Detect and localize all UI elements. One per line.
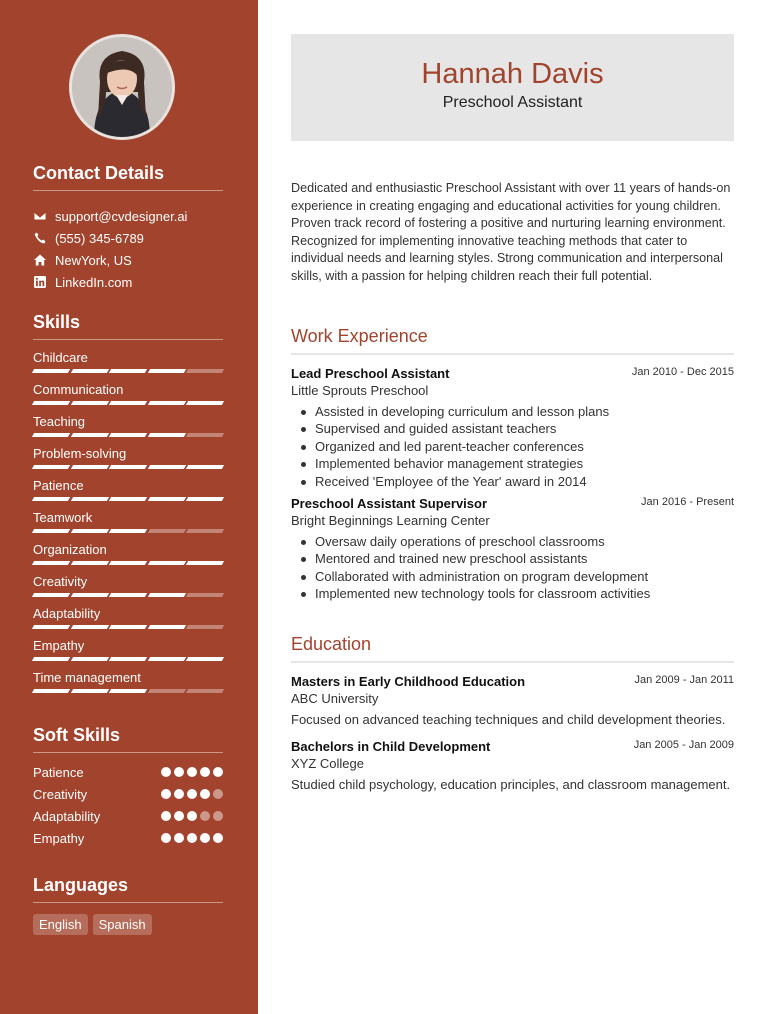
skill-level-segment bbox=[70, 593, 108, 597]
skill-level-bar bbox=[33, 465, 223, 469]
skill-level-segment bbox=[109, 625, 147, 629]
skill-row bbox=[33, 572, 223, 604]
rating-dot bbox=[187, 789, 197, 799]
contact-heading: Contact Details bbox=[33, 163, 223, 191]
education-entry bbox=[291, 674, 734, 729]
skill-level-segment bbox=[70, 465, 108, 469]
skill-row bbox=[33, 476, 223, 508]
main-content bbox=[258, 0, 768, 1014]
rating-dot bbox=[174, 811, 184, 821]
skill-level-segment bbox=[186, 497, 224, 501]
skill-level-segment bbox=[70, 497, 108, 501]
degree-title: Bachelors in Child Development bbox=[291, 738, 491, 754]
skill-level-bar bbox=[33, 433, 223, 437]
soft-skill-label: Patience bbox=[33, 764, 84, 780]
skill-level-segment bbox=[186, 657, 224, 661]
skill-level-bar bbox=[33, 401, 223, 405]
skill-level-segment bbox=[186, 465, 224, 469]
contact-linkedin-text: LinkedIn.com bbox=[55, 274, 133, 290]
soft-skill-row bbox=[33, 761, 223, 783]
skill-level-segment bbox=[32, 593, 70, 597]
skill-label: Creativity bbox=[33, 574, 88, 589]
skill-level-segment bbox=[32, 561, 70, 565]
skill-level-bar bbox=[33, 561, 223, 565]
languages-section bbox=[33, 875, 223, 935]
linkedin-icon bbox=[33, 275, 47, 289]
skill-level-segment bbox=[148, 625, 186, 629]
rating-dot bbox=[200, 789, 210, 799]
job-title: Lead Preschool Assistant bbox=[291, 366, 450, 381]
skills-heading: Skills bbox=[33, 312, 223, 340]
sidebar bbox=[0, 0, 258, 1014]
skill-label: Time management bbox=[33, 670, 141, 685]
soft-skill-row bbox=[33, 783, 223, 805]
degree-description: Studied child psychology, education principles, and classroom management. bbox=[291, 776, 731, 792]
skill-level-bar bbox=[33, 369, 223, 373]
skill-level-segment bbox=[109, 369, 147, 373]
skill-level-segment bbox=[148, 369, 186, 373]
rating-dot bbox=[174, 767, 184, 777]
skills-list bbox=[33, 348, 223, 700]
profile-summary: Dedicated and enthusiastic Preschool Assistant with over 11 years of hands-on experience in creating engaging and educational activities for young children. Proven track record of fostering a positive and nurturing learning environment. Recognized for implementing innovative teaching methods that cater to individual needs and learning styles. Strong communication and interpersonal skills, with a passion for helping children reach their full potential. bbox=[291, 181, 731, 283]
skill-level-bar bbox=[33, 657, 223, 661]
soft-skill-row bbox=[33, 805, 223, 827]
language-pill: Spanish bbox=[93, 914, 152, 935]
contact-phone-text: (555) 345-6789 bbox=[55, 230, 144, 246]
candidate-title: Preschool Assistant bbox=[442, 94, 583, 111]
job-title: Preschool Assistant Supervisor bbox=[291, 495, 488, 511]
skill-level-segment bbox=[148, 689, 186, 693]
rating-dot bbox=[187, 811, 197, 821]
skill-level-bar bbox=[33, 689, 223, 693]
skill-level-segment bbox=[186, 433, 224, 437]
skill-level-segment bbox=[32, 689, 70, 693]
skill-level-segment bbox=[109, 657, 147, 661]
soft-skill-rating bbox=[161, 767, 223, 777]
rating-dot bbox=[161, 811, 171, 821]
skill-level-segment bbox=[70, 657, 108, 661]
skill-level-segment bbox=[109, 401, 147, 405]
skill-level-segment bbox=[186, 625, 224, 629]
soft-skill-row bbox=[33, 827, 223, 849]
education-heading: Education bbox=[291, 634, 734, 663]
job-bullet: Implemented new technology tools for classroom activities bbox=[299, 585, 734, 602]
skill-level-segment bbox=[32, 625, 70, 629]
skill-label: Patience bbox=[33, 478, 84, 493]
job-bullet: Assisted in developing curriculum and lesson plans bbox=[299, 403, 734, 420]
home-icon bbox=[33, 253, 47, 267]
job-bullet: Oversaw daily operations of preschool classrooms bbox=[299, 533, 734, 550]
skill-level-segment bbox=[109, 529, 147, 533]
soft-skills-section bbox=[33, 725, 223, 849]
skill-level-segment bbox=[32, 657, 70, 661]
skill-row bbox=[33, 508, 223, 540]
language-pill: English bbox=[33, 914, 88, 935]
contact-location bbox=[33, 249, 223, 271]
rating-dot bbox=[174, 789, 184, 799]
rating-dot bbox=[161, 767, 171, 777]
rating-dot bbox=[200, 811, 210, 821]
rating-dot bbox=[174, 833, 184, 843]
skill-level-segment bbox=[148, 401, 186, 405]
skill-row bbox=[33, 444, 223, 476]
skill-label: Problem-solving bbox=[33, 446, 127, 461]
skill-level-segment bbox=[186, 561, 224, 565]
work-experience-section bbox=[291, 326, 734, 603]
skill-level-segment bbox=[32, 369, 70, 373]
profile-photo-icon bbox=[72, 37, 172, 137]
rating-dot bbox=[161, 789, 171, 799]
work-experience-heading: Work Experience bbox=[291, 326, 734, 355]
rating-dot bbox=[213, 833, 223, 843]
job-bullets bbox=[291, 533, 734, 603]
job-bullet: Supervised and guided assistant teachers bbox=[299, 420, 734, 437]
contact-section bbox=[33, 163, 223, 293]
soft-skill-rating bbox=[161, 833, 223, 843]
skill-row bbox=[33, 604, 223, 636]
skill-level-bar bbox=[33, 625, 223, 629]
job-company: Little Sprouts Preschool bbox=[291, 383, 429, 398]
skill-row bbox=[33, 348, 223, 380]
job-bullets bbox=[291, 403, 734, 490]
skill-row bbox=[33, 636, 223, 668]
avatar bbox=[69, 34, 175, 140]
skill-label: Adaptability bbox=[33, 606, 101, 621]
skill-level-segment bbox=[148, 433, 186, 437]
job-bullet: Implemented behavior management strategies bbox=[299, 455, 734, 472]
skill-level-segment bbox=[109, 433, 147, 437]
education-entry bbox=[291, 739, 734, 794]
skill-level-bar bbox=[33, 497, 223, 501]
job-bullet: Received 'Employee of the Year' award in 2014 bbox=[299, 473, 734, 490]
skill-level-segment bbox=[186, 593, 224, 597]
skill-level-bar bbox=[33, 593, 223, 597]
rating-dot bbox=[187, 833, 197, 843]
degree-description: Focused on advanced teaching techniques and child development theories. bbox=[291, 712, 726, 727]
contact-list bbox=[33, 205, 223, 293]
skill-level-segment bbox=[148, 657, 186, 661]
skill-level-segment bbox=[70, 625, 108, 629]
soft-skill-label: Creativity bbox=[33, 786, 88, 802]
soft-skill-label: Empathy bbox=[33, 830, 85, 846]
skill-label: Childcare bbox=[33, 350, 88, 365]
skill-level-segment bbox=[70, 689, 108, 693]
skill-label: Teamwork bbox=[33, 510, 93, 525]
job-company: Bright Beginnings Learning Center bbox=[291, 512, 490, 528]
skill-level-segment bbox=[70, 433, 108, 437]
skills-section bbox=[33, 312, 223, 700]
contact-phone[interactable] bbox=[33, 227, 223, 249]
rating-dot bbox=[213, 767, 223, 777]
skill-level-segment bbox=[32, 433, 70, 437]
skill-level-segment bbox=[186, 369, 224, 373]
skill-level-segment bbox=[70, 401, 108, 405]
skill-level-segment bbox=[70, 561, 108, 565]
skill-level-segment bbox=[148, 529, 186, 533]
candidate-name: Hannah Davis bbox=[421, 58, 604, 90]
job-date: Jan 2010 - Dec 2015 bbox=[631, 366, 734, 378]
skill-row bbox=[33, 668, 223, 700]
email-icon bbox=[33, 209, 47, 223]
skill-row bbox=[33, 380, 223, 412]
rating-dot bbox=[200, 833, 210, 843]
skill-label: Teaching bbox=[33, 414, 86, 429]
skill-row bbox=[33, 540, 223, 572]
education-section bbox=[291, 634, 734, 793]
rating-dot bbox=[187, 767, 197, 777]
contact-linkedin[interactable] bbox=[33, 271, 223, 293]
skill-level-segment bbox=[32, 529, 70, 533]
contact-email[interactable] bbox=[33, 205, 223, 227]
skill-level-segment bbox=[109, 561, 147, 565]
phone-icon bbox=[33, 231, 47, 245]
rating-dot bbox=[213, 789, 223, 799]
rating-dot bbox=[213, 811, 223, 821]
contact-email-text: support@cvdesigner.ai bbox=[55, 208, 188, 224]
skill-level-bar bbox=[33, 529, 223, 533]
soft-skill-rating bbox=[161, 789, 223, 799]
skill-level-segment bbox=[148, 593, 186, 597]
soft-skill-rating bbox=[161, 811, 223, 821]
job-bullet: Collaborated with administration on program development bbox=[299, 568, 734, 585]
skill-label: Empathy bbox=[33, 638, 85, 653]
degree-title: Masters in Early Childhood Education bbox=[291, 674, 526, 689]
rating-dot bbox=[200, 767, 210, 777]
degree-date: Jan 2005 - Jan 2009 bbox=[633, 738, 734, 751]
job-bullet: Organized and led parent-teacher conferences bbox=[299, 438, 734, 455]
skill-level-segment bbox=[109, 593, 147, 597]
skill-level-segment bbox=[32, 465, 70, 469]
school-name: XYZ College bbox=[291, 755, 364, 771]
skill-level-segment bbox=[186, 689, 224, 693]
degree-date: Jan 2009 - Jan 2011 bbox=[634, 674, 734, 686]
skill-level-segment bbox=[70, 529, 108, 533]
school-name: ABC University bbox=[291, 691, 379, 706]
work-entry bbox=[291, 496, 734, 603]
skill-level-segment bbox=[148, 465, 186, 469]
skill-level-segment bbox=[70, 369, 108, 373]
skill-label: Communication bbox=[33, 382, 124, 397]
skill-row bbox=[33, 412, 223, 444]
skill-level-segment bbox=[109, 689, 147, 693]
work-entry bbox=[291, 366, 734, 490]
job-date: Jan 2016 - Present bbox=[641, 495, 734, 508]
languages-list bbox=[33, 914, 223, 935]
skill-level-segment bbox=[148, 561, 186, 565]
header bbox=[291, 34, 734, 141]
skill-level-segment bbox=[32, 497, 70, 501]
skill-label: Organization bbox=[33, 542, 107, 557]
skill-level-segment bbox=[109, 497, 147, 501]
soft-skills-list bbox=[33, 761, 223, 849]
soft-skill-label: Adaptability bbox=[33, 808, 101, 824]
skill-level-segment bbox=[186, 529, 224, 533]
soft-skills-heading: Soft Skills bbox=[33, 725, 223, 753]
skill-level-segment bbox=[109, 465, 147, 469]
skill-level-segment bbox=[186, 401, 224, 405]
languages-heading: Languages bbox=[33, 875, 223, 903]
skill-level-segment bbox=[148, 497, 186, 501]
rating-dot bbox=[161, 833, 171, 843]
skill-level-segment bbox=[32, 401, 70, 405]
contact-location-text: NewYork, US bbox=[55, 252, 132, 268]
job-bullet: Mentored and trained new preschool assistants bbox=[299, 550, 734, 567]
